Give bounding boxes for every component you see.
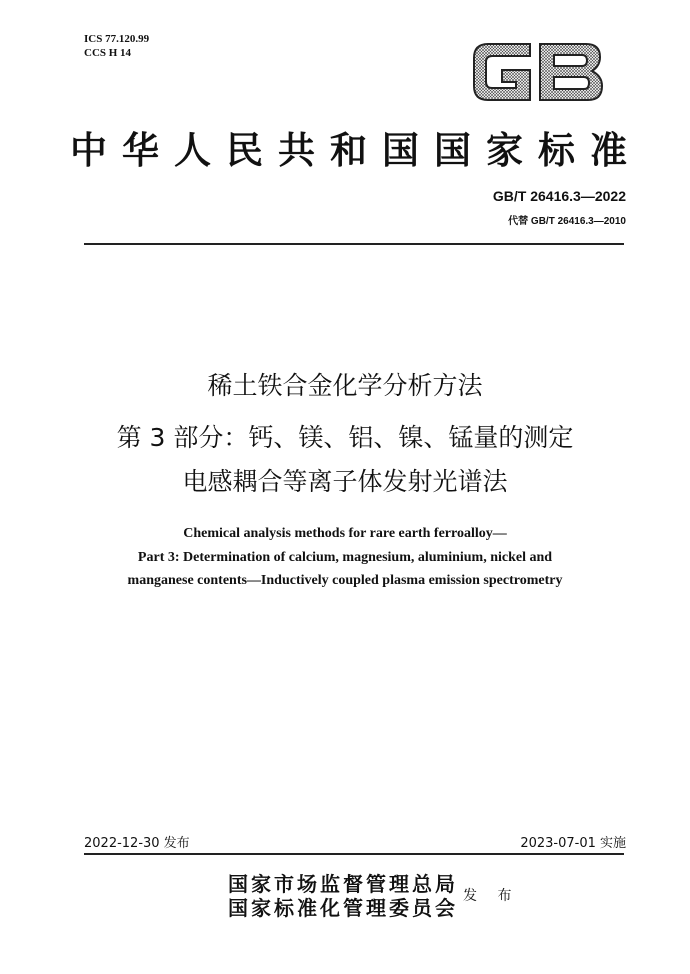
replaces-standard: 代替 GB/T 26416.3—2010 <box>508 216 626 227</box>
standard-number: GB/T 26416.3—2022 <box>492 188 626 204</box>
ccs-code: CCS H 14 <box>84 47 132 59</box>
gb-logo <box>468 38 608 106</box>
title-en-line-3: manganese contents—Inductively coupled plasma emission spectrometry <box>127 573 563 588</box>
ics-code: ICS 77.120.99 <box>84 33 150 45</box>
standard-name: 中华人民共和国国家标准 <box>70 128 642 172</box>
title-zh-line-1: 稀土铁合金化学分析方法 <box>207 371 483 400</box>
title-zh-line-3: 电感耦合等离子体发射光谱法 <box>182 467 508 496</box>
title-zh-line-2: 第 3 部分：钙、镁、铝、镍、锰量的测定 <box>116 423 574 452</box>
title-en-line-1: Chemical analysis methods for rare earth ferroalloy— <box>183 526 507 541</box>
publish-label: 发 布 <box>463 888 520 904</box>
issuer-samr: 国家市场监督管理总局 <box>228 872 458 896</box>
issuer-sac: 国家标准化管理委员会 <box>228 896 458 920</box>
implementation-date: 2023-07-01 实施 <box>520 836 626 851</box>
bottom-divider <box>84 853 624 855</box>
top-divider <box>84 243 624 245</box>
classification-codes <box>84 32 149 60</box>
title-en-line-2: Part 3: Determination of calcium, magnesium, aluminium, nickel and <box>137 550 553 565</box>
issue-date: 2022-12-30 发布 <box>84 836 190 851</box>
